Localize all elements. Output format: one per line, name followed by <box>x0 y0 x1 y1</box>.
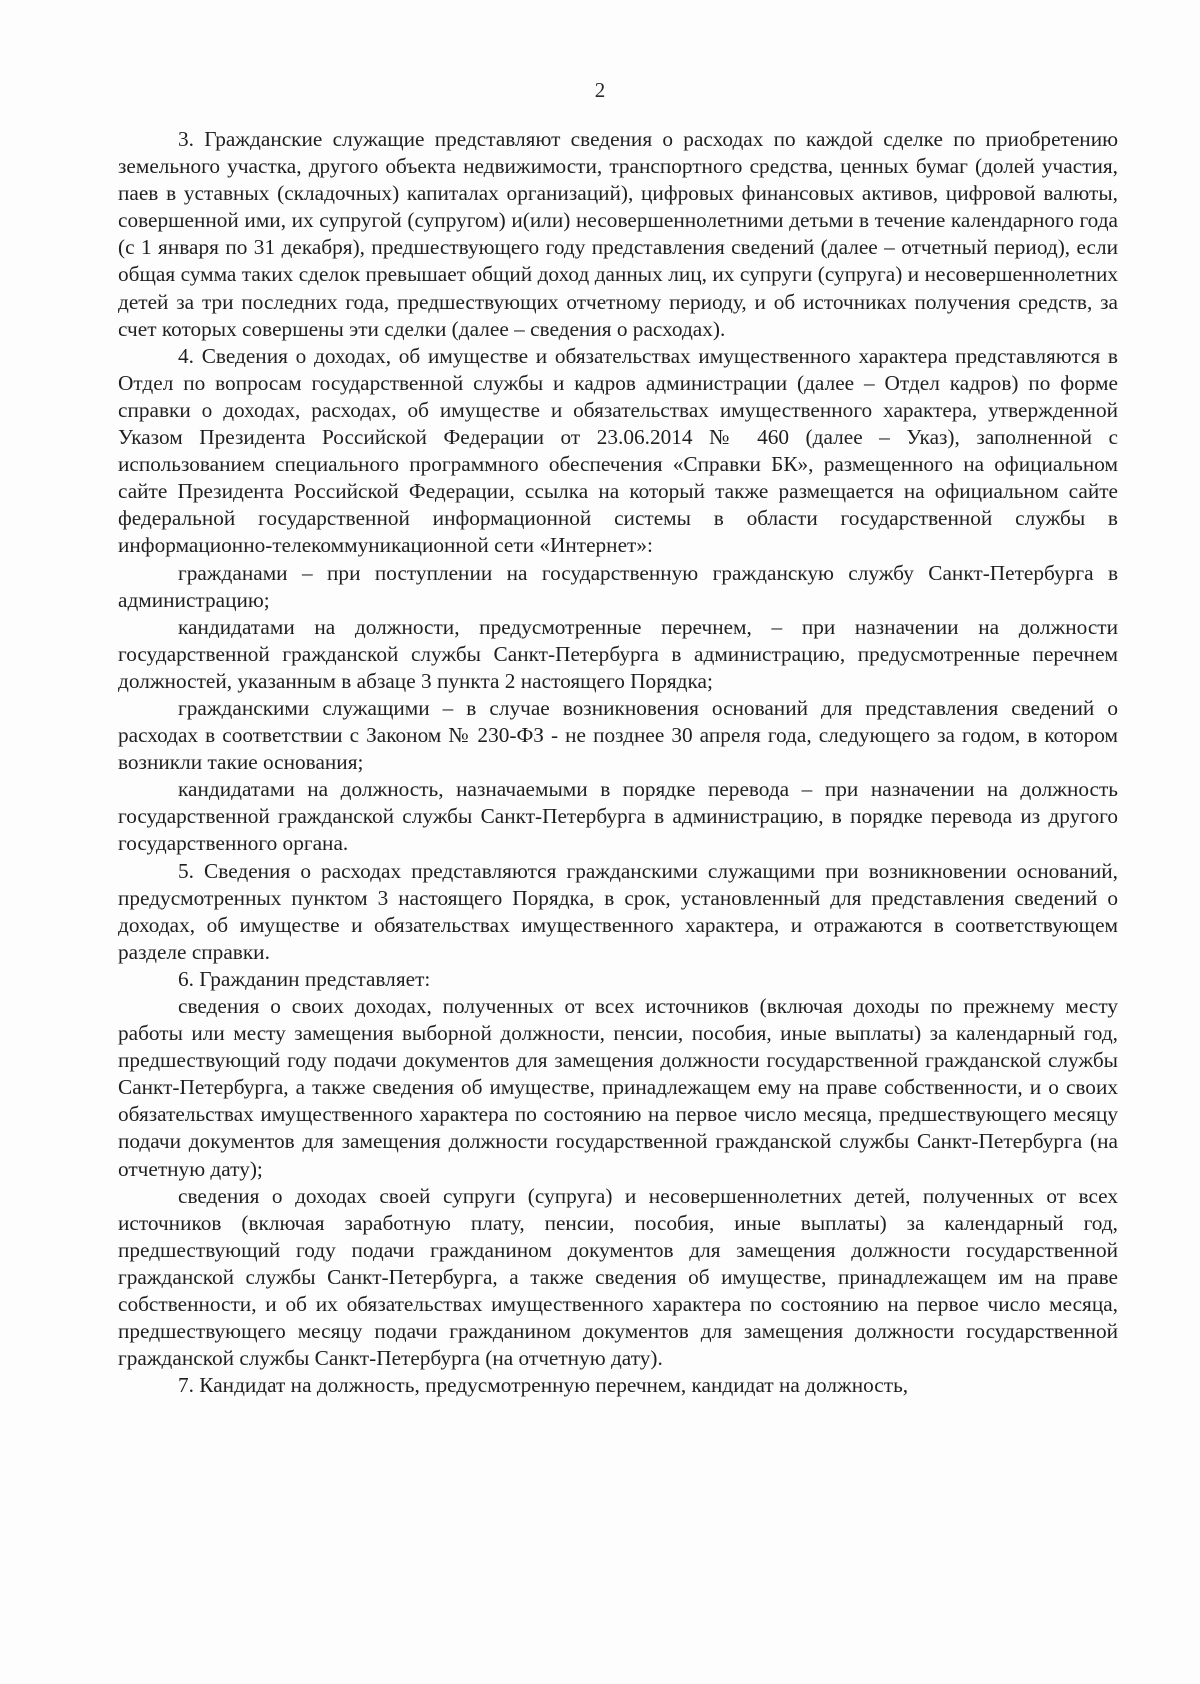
document-body <box>118 126 1118 1399</box>
paragraph-7: 7. Кандидат на должность, предусмотренную перечнем, кандидат на должность, <box>178 1373 909 1398</box>
page-number: 2 <box>594 78 606 102</box>
paragraph-6-own-income: сведения о своих доходах, полученных от всех источников (включая доходы по прежнему месту работы или месту замещения выборной должности, пенсии, пособия, иные выплаты) за календарный год, предшествующий году подачи документов для замещения должности государственной гражданской службы Санкт-Петербурга, а также сведения об имуществе, принадлежащем ему на праве собственности, и о своих обязательствах имущественного характера по состоянию на первое число месяца, предшествующего месяцу подачи документов для замещения должности государственной гражданской службы Санкт-Петербурга (на отчетную дату); <box>118 994 1118 1181</box>
paragraph-4-citizens: гражданами – при поступлении на государственную гражданскую службу Санкт-Петербурга в администрацию; <box>118 560 1118 612</box>
paragraph-4: 4. Сведения о доходах, об имуществе и обязательствах имущественного характера представляются в Отдел по вопросам государственной службы и кадров администрации (далее – Отдел кадров) по форме справки о доходах, расходах, об имуществе и обязательствах имущественного характера, утвержденной Указом Президента Российской Федерации от 23.06.2014 № 460 (далее – Указ), заполненной с использованием специального программного обеспечения «Справки БК», размещенного на официальном сайте Президента Российской Федерации, ссылка на который также размещается на официальном сайте федеральной государственной информационной системы в области государственной службы в информационно-телекоммуникационной сети «Интернет»: <box>118 343 1118 558</box>
paragraph-6: 6. Гражданин представляет: <box>178 966 431 991</box>
paragraph-4-transfer-candidates: кандидатами на должность, назначаемыми в порядке перевода – при назначении на должность государственной гражданской службы Санкт-Петербурга в администрацию, в порядке перевода из другого государственного органа. <box>118 777 1118 856</box>
paragraph-4-candidates: кандидатами на должности, предусмотренные перечнем, – при назначении на должности государственной гражданской службы Санкт-Петербурга в администрацию, предусмотренные перечнем должностей, указанным в абзаце 3 пункта 2 настоящего Порядка; <box>118 614 1118 693</box>
paragraph-3: 3. Гражданские служащие представляют сведения о расходах по каждой сделке по приобретению земельного участка, другого объекта недвижимости, транспортного средства, ценных бумаг (долей участия, паев в уставных (складочных) капиталах организаций), цифровых финансовых активов, цифровой валюты, совершенной ими, их супругой (супругом) и(или) несовершеннолетними детьми в течение календарного года (с 1 января по 31 декабря), предшествующего году представления сведений (далее – отчетный период), если общая сумма таких сделок превышает общий доход данных лиц, их супруги (супруга) и несовершеннолетних детей за три последних года, предшествующих отчетному периоду, и об источниках получения средств, за счет которых совершены эти сделки (далее – сведения о расходах). <box>118 127 1118 341</box>
paragraph-5: 5. Сведения о расходах представляются гражданскими служащими при возникновении оснований, предусмотренных пунктом 3 настоящего Порядка, в срок, установленный для представления сведений о доходах, об имуществе и обязательствах имущественного характера, и отражаются в соответствующем разделе справки. <box>118 858 1118 964</box>
paragraph-6-family-income: сведения о доходах своей супруги (супруга) и несовершеннолетних детей, полученных от всех источников (включая заработную плату, пенсии, пособия, иные выплаты) за календарный год, предшествующий году подачи гражданином документов для замещения должности государственной гражданской службы Санкт-Петербурга, а также сведения об имуществе, принадлежащем им на праве собственности, и об их обязательствах имущественного характера по состоянию на первое число месяца, предшествующего месяцу подачи гражданином документов для замещения должности государственной гражданской службы Санкт-Петербурга (на отчетную дату). <box>118 1183 1118 1371</box>
paragraph-4-civil-servants: гражданскими служащими – в случае возникновения оснований для представления сведений о расходах в соответствии с Законом № 230-ФЗ - не позднее 30 апреля года, следующего за годом, в котором возникли такие основания; <box>118 695 1118 775</box>
